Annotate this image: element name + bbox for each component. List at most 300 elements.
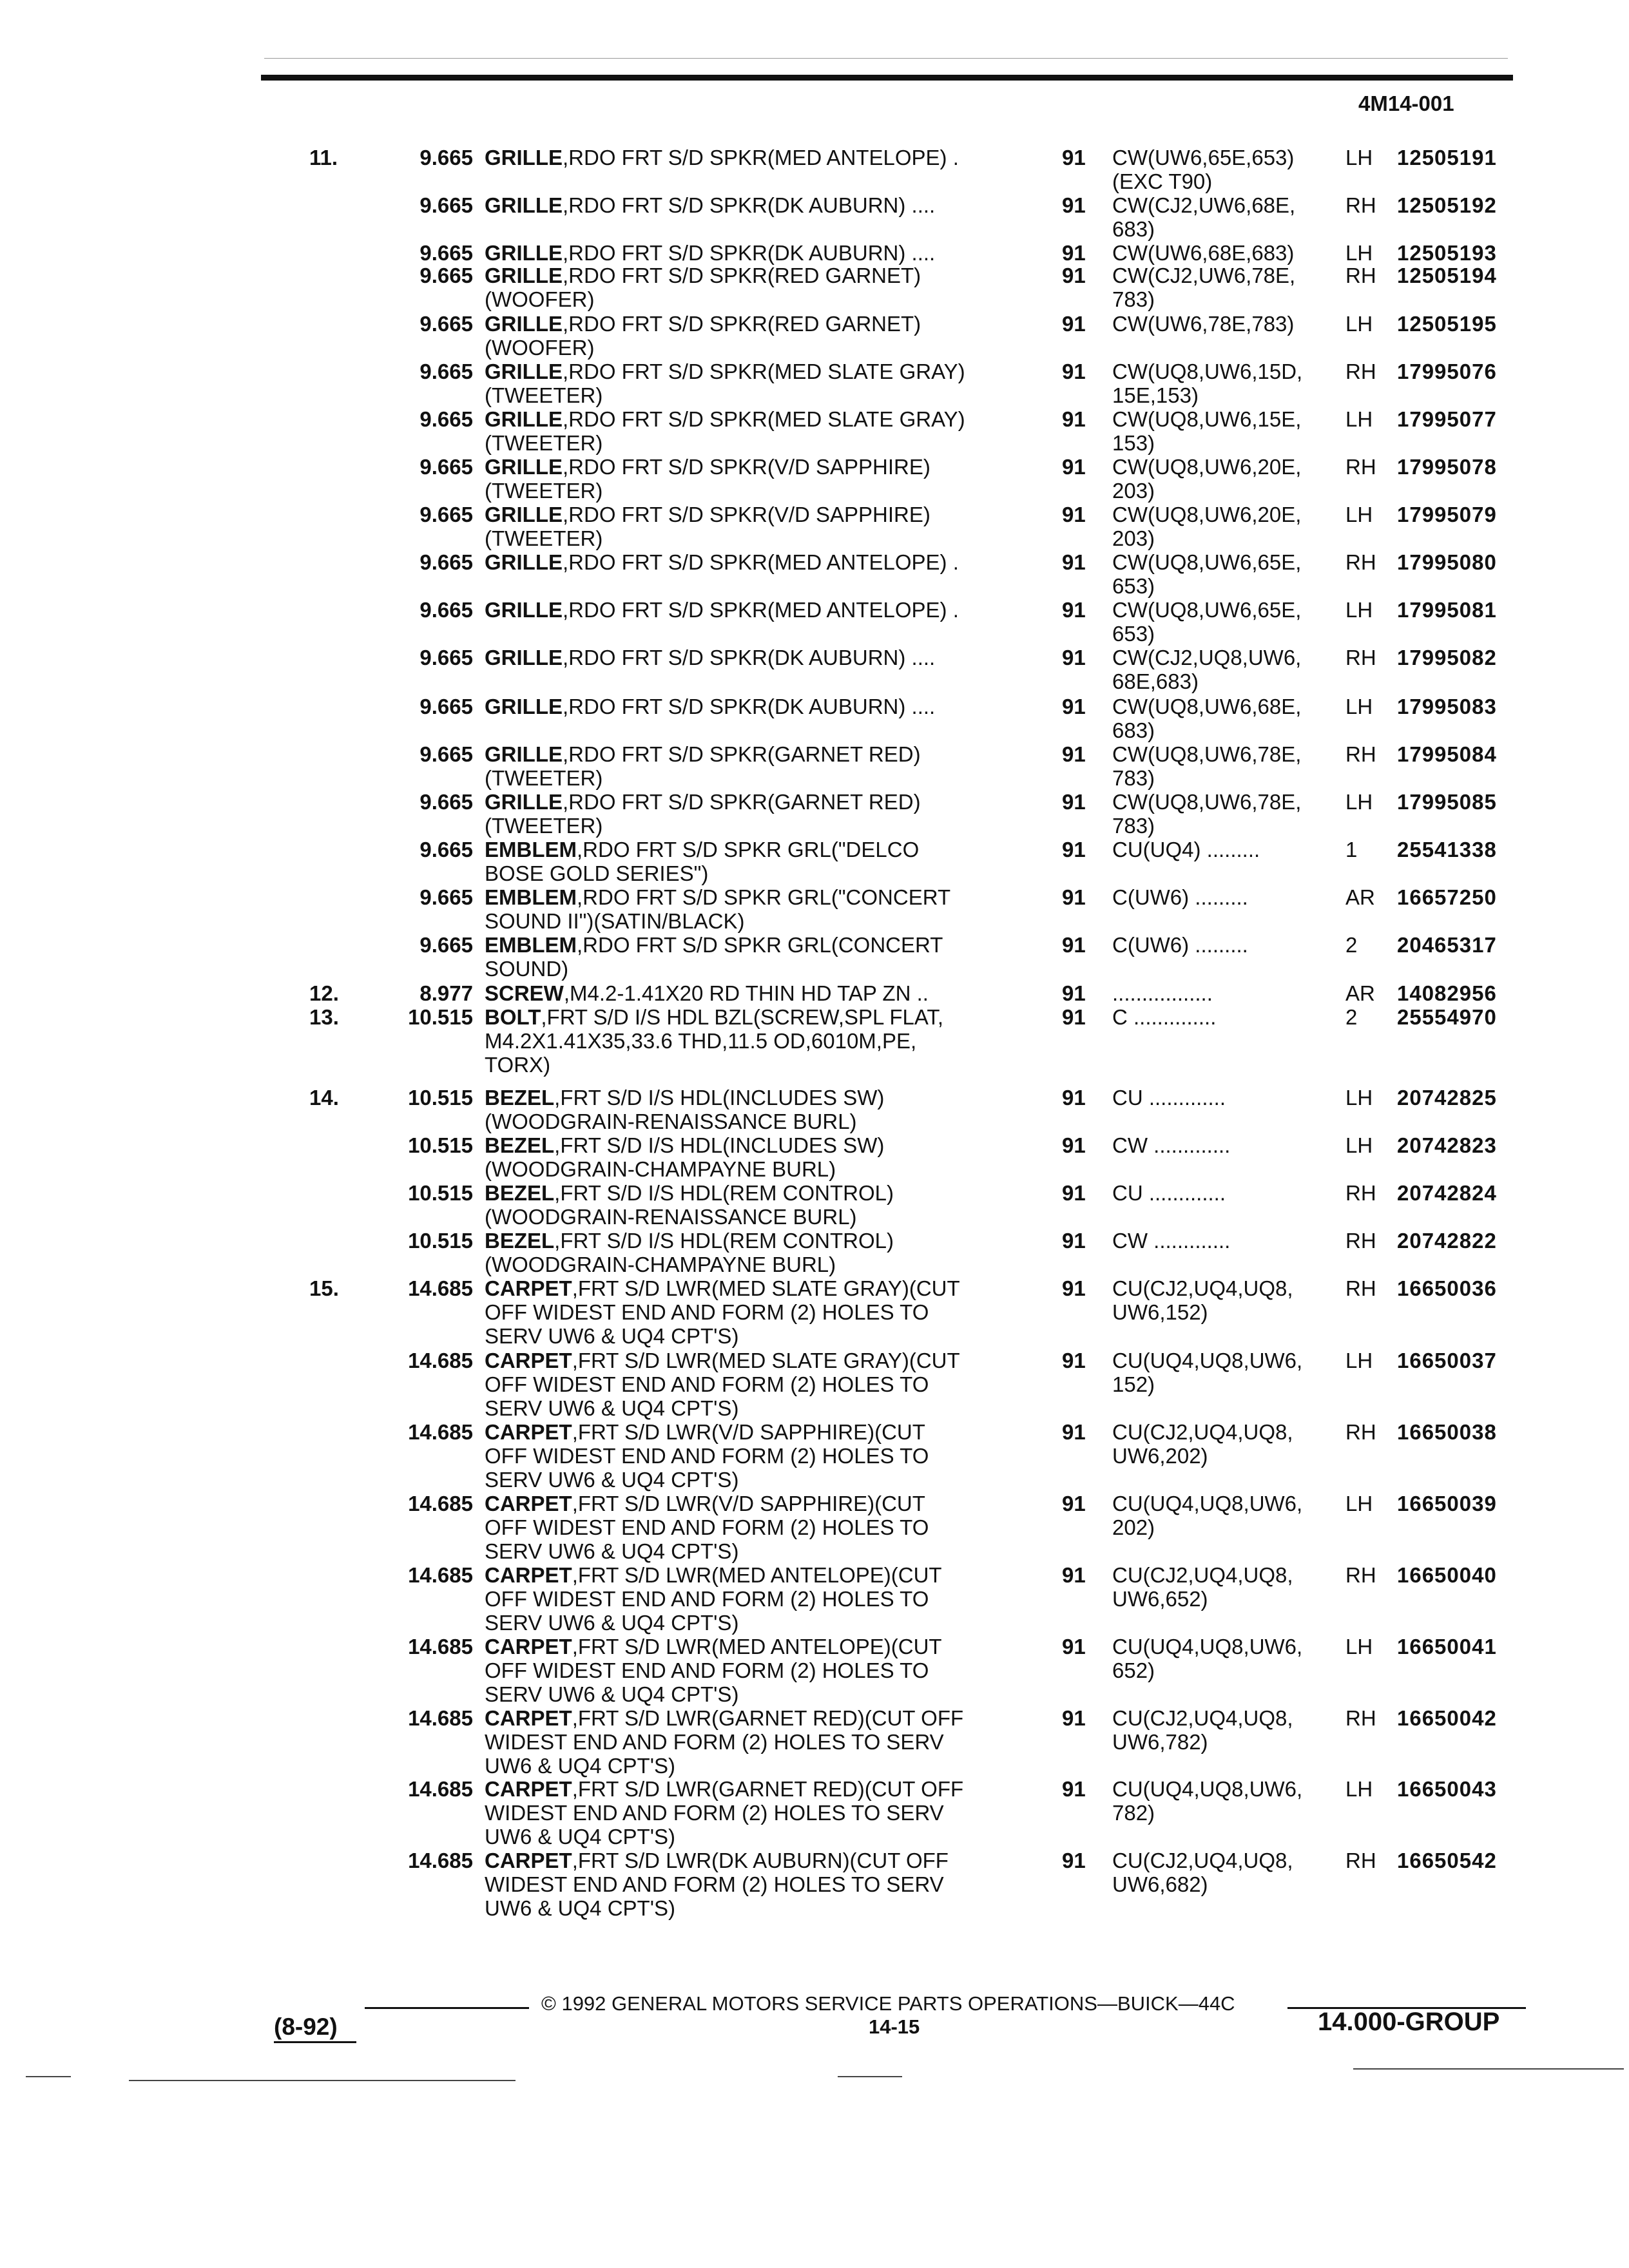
part-description: [485, 695, 935, 718]
part-description: [485, 1133, 884, 1157]
usage-code-2: 652): [1112, 1658, 1155, 1682]
description-line: ,RDO FRT S/D SPKR(MED SLATE GRAY): [563, 360, 965, 383]
part-number: 16650037: [1397, 1349, 1497, 1372]
usage-code: CU(UQ4,UQ8,UW6,: [1112, 1492, 1303, 1515]
description-line-3: SERV UW6 & UQ4 CPT'S): [485, 1396, 739, 1420]
part-name: GRILLE: [485, 550, 563, 574]
part-number: 20742823: [1397, 1133, 1497, 1157]
description-line-2: WIDEST END AND FORM (2) HOLES TO SERV: [485, 1730, 944, 1754]
description-line-2: OFF WIDEST END AND FORM (2) HOLES TO: [485, 1515, 929, 1539]
part-name: GRILLE: [485, 455, 563, 479]
model-year: 91: [1062, 933, 1086, 957]
description-line-2: SOUND II")(SATIN/BLACK): [485, 909, 745, 933]
usage-code-2: 783): [1112, 287, 1155, 311]
model-year: 91: [1062, 407, 1086, 431]
part-name: EMBLEM: [485, 933, 577, 957]
usage-code-2: UW6,682): [1112, 1872, 1208, 1896]
description-line: ,RDO FRT S/D SPKR(DK AUBURN) ....: [563, 646, 936, 669]
usage-code: CW(UW6,65E,653): [1112, 146, 1295, 169]
model-year: 91: [1062, 1229, 1086, 1253]
model-year: 91: [1062, 646, 1086, 669]
usage-code-2: 683): [1112, 718, 1155, 742]
description-line-2: OFF WIDEST END AND FORM (2) HOLES TO: [485, 1372, 929, 1396]
group-number: 9.665: [419, 407, 473, 431]
group-number: 9.665: [419, 312, 473, 336]
usage-code: CW(CJ2,UW6,78E,: [1112, 264, 1296, 287]
part-number: 17995083: [1397, 695, 1497, 718]
model-year: 91: [1062, 695, 1086, 718]
group-number: 9.665: [419, 790, 473, 814]
group-number: 9.665: [419, 598, 473, 622]
side-or-quantity: AR: [1345, 885, 1375, 909]
part-number: 25541338: [1397, 838, 1497, 861]
usage-code-2: 153): [1112, 431, 1155, 455]
description-line: ,FRT S/D I/S HDL BZL(SCREW,SPL FLAT,: [541, 1005, 944, 1029]
group-number: 9.665: [419, 885, 473, 909]
description-line: ,RDO FRT S/D SPKR(RED GARNET): [563, 264, 921, 287]
model-year: 91: [1062, 264, 1086, 287]
usage-code: CW(UQ8,UW6,65E,: [1112, 550, 1302, 574]
side-or-quantity: LH: [1345, 146, 1373, 169]
side-or-quantity: RH: [1345, 264, 1376, 287]
side-or-quantity: RH: [1345, 360, 1376, 383]
part-name: GRILLE: [485, 312, 563, 336]
part-description: [485, 1563, 942, 1587]
description-line-2: WIDEST END AND FORM (2) HOLES TO SERV: [485, 1872, 944, 1896]
part-description: [485, 742, 921, 766]
part-description: [485, 1777, 963, 1801]
side-or-quantity: LH: [1345, 790, 1373, 814]
usage-code: CU(UQ4) .........: [1112, 838, 1260, 861]
side-or-quantity: RH: [1345, 1276, 1376, 1300]
part-description: [485, 1635, 942, 1658]
description-line: ,FRT S/D LWR(DK AUBURN)(CUT OFF: [572, 1849, 949, 1872]
part-number: 16650043: [1397, 1777, 1497, 1801]
group-number: 14.685: [408, 1420, 473, 1444]
model-year: 91: [1062, 598, 1086, 622]
scan-artifact-line: [838, 2076, 902, 2077]
part-number: 17995084: [1397, 742, 1497, 766]
part-name: CARPET: [485, 1563, 572, 1587]
usage-code: CU(CJ2,UQ4,UQ8,: [1112, 1849, 1293, 1872]
part-number: 12505191: [1397, 146, 1497, 169]
description-line: ,RDO FRT S/D SPKR(DK AUBURN) ....: [563, 695, 936, 718]
usage-code-2: 783): [1112, 814, 1155, 838]
part-name: GRILLE: [485, 503, 563, 526]
usage-code: CW(UQ8,UW6,78E,: [1112, 790, 1302, 814]
usage-code-2: 15E,153): [1112, 383, 1199, 407]
part-name: BEZEL: [485, 1086, 555, 1110]
description-line-3: UW6 & UQ4 CPT'S): [485, 1754, 676, 1778]
part-description: [485, 790, 921, 814]
usage-code: CW(UQ8,UW6,68E,: [1112, 695, 1302, 718]
model-year: 91: [1062, 360, 1086, 383]
part-number: 17995081: [1397, 598, 1497, 622]
part-description: [485, 933, 943, 957]
side-or-quantity: LH: [1345, 241, 1373, 265]
group-number: 14.685: [408, 1849, 473, 1872]
usage-code-2: 203): [1112, 479, 1155, 503]
side-or-quantity: RH: [1345, 646, 1376, 669]
group-number: 9.665: [419, 742, 473, 766]
part-number: 16650042: [1397, 1706, 1497, 1730]
description-line-3: TORX): [485, 1053, 551, 1077]
part-number: 16650038: [1397, 1420, 1497, 1444]
side-or-quantity: LH: [1345, 1086, 1373, 1110]
part-name: BEZEL: [485, 1181, 555, 1205]
part-name: CARPET: [485, 1706, 572, 1730]
model-year: 91: [1062, 503, 1086, 526]
description-line-2: OFF WIDEST END AND FORM (2) HOLES TO: [485, 1444, 929, 1468]
description-line: ,RDO FRT S/D SPKR GRL(CONCERT: [577, 933, 943, 957]
group-number: 9.665: [419, 264, 473, 287]
group-number: 9.665: [419, 146, 473, 169]
part-name: EMBLEM: [485, 838, 577, 861]
model-year: 91: [1062, 790, 1086, 814]
side-or-quantity: 1: [1345, 838, 1358, 861]
part-name: CARPET: [485, 1349, 572, 1372]
model-year: 91: [1062, 146, 1086, 169]
part-number: 17995082: [1397, 646, 1497, 669]
part-description: [485, 193, 935, 217]
item-ref: 15.: [309, 1276, 339, 1300]
part-number: 16650542: [1397, 1849, 1497, 1872]
description-line: ,RDO FRT S/D SPKR(DK AUBURN) ....: [563, 193, 936, 217]
part-number: 17995076: [1397, 360, 1497, 383]
usage-code-2: UW6,652): [1112, 1587, 1208, 1611]
model-year: 91: [1062, 981, 1086, 1005]
usage-code: CW .............: [1112, 1133, 1231, 1157]
part-name: BEZEL: [485, 1133, 555, 1157]
model-year: 91: [1062, 241, 1086, 265]
description-line-3: UW6 & UQ4 CPT'S): [485, 1896, 676, 1920]
usage-code: CU .............: [1112, 1181, 1226, 1205]
usage-code: C(UW6) .........: [1112, 885, 1248, 909]
part-description: [485, 1420, 925, 1444]
side-or-quantity: RH: [1345, 193, 1376, 217]
footer-copyright: © 1992 GENERAL MOTORS SERVICE PARTS OPERATIONS—BUICK—44C: [541, 1992, 1235, 2015]
description-line-2: OFF WIDEST END AND FORM (2) HOLES TO: [485, 1587, 929, 1611]
model-year: 91: [1062, 838, 1086, 861]
group-number: 14.685: [408, 1777, 473, 1801]
model-year: 91: [1062, 455, 1086, 479]
usage-code: CW(UW6,68E,683): [1112, 241, 1295, 265]
model-year: 91: [1062, 1086, 1086, 1110]
description-line: ,RDO FRT S/D SPKR(DK AUBURN) ....: [563, 241, 936, 265]
part-description: [485, 312, 921, 336]
part-description: [485, 241, 935, 265]
usage-code-2: 683): [1112, 217, 1155, 241]
part-description: [485, 1706, 963, 1730]
usage-code: CW(UQ8,UW6,15D,: [1112, 360, 1303, 383]
side-or-quantity: RH: [1345, 1420, 1376, 1444]
part-name: SCREW: [485, 981, 564, 1005]
model-year: 91: [1062, 1005, 1086, 1029]
description-line: ,FRT S/D I/S HDL(REM CONTROL): [554, 1229, 894, 1253]
footer-left-rule: [365, 2007, 529, 2009]
group-number: 9.665: [419, 933, 473, 957]
group-number: 8.977: [419, 981, 473, 1005]
usage-code: CW(CJ2,UQ8,UW6,: [1112, 646, 1302, 669]
side-or-quantity: LH: [1345, 1635, 1373, 1658]
part-name: GRILLE: [485, 264, 563, 287]
description-line-3: SERV UW6 & UQ4 CPT'S): [485, 1324, 739, 1348]
model-year: 91: [1062, 742, 1086, 766]
part-number: 16650039: [1397, 1492, 1497, 1515]
group-number: 14.685: [408, 1706, 473, 1730]
usage-code-2: 783): [1112, 766, 1155, 790]
side-or-quantity: LH: [1345, 1349, 1373, 1372]
model-year: 91: [1062, 1777, 1086, 1801]
side-or-quantity: RH: [1345, 1229, 1376, 1253]
side-or-quantity: RH: [1345, 455, 1376, 479]
description-line: ,FRT S/D LWR(V/D SAPPHIRE)(CUT: [572, 1420, 925, 1444]
item-ref: 14.: [309, 1086, 339, 1110]
part-name: GRILLE: [485, 360, 563, 383]
part-description: [485, 407, 965, 431]
usage-code: CU(CJ2,UQ4,UQ8,: [1112, 1420, 1293, 1444]
part-description: [485, 1005, 943, 1029]
part-description: [485, 360, 965, 383]
description-line-2: (WOODGRAIN-RENAISSANCE BURL): [485, 1110, 857, 1133]
part-name: CARPET: [485, 1276, 572, 1300]
description-line-2: (TWEETER): [485, 766, 603, 790]
description-line: ,RDO FRT S/D SPKR(GARNET RED): [563, 790, 921, 814]
usage-code-2: 152): [1112, 1372, 1155, 1396]
description-line: ,RDO FRT S/D SPKR GRL("DELCO: [577, 838, 920, 861]
model-year: 91: [1062, 1706, 1086, 1730]
part-description: [485, 264, 921, 287]
description-line: ,FRT S/D I/S HDL(INCLUDES SW): [554, 1133, 885, 1157]
description-line: ,FRT S/D LWR(MED ANTELOPE)(CUT: [572, 1635, 942, 1658]
part-number: 17995078: [1397, 455, 1497, 479]
group-number: 14.685: [408, 1492, 473, 1515]
part-description: [485, 1086, 884, 1110]
part-name: CARPET: [485, 1777, 572, 1801]
group-number: 14.685: [408, 1563, 473, 1587]
description-line-2: (TWEETER): [485, 479, 603, 503]
description-line-2: BOSE GOLD SERIES"): [485, 861, 709, 885]
usage-code-2: UW6,152): [1112, 1300, 1208, 1324]
side-or-quantity: LH: [1345, 1133, 1373, 1157]
footer-page-number: 14-15: [869, 2015, 920, 2038]
group-number: 9.665: [419, 646, 473, 669]
part-number: 20742824: [1397, 1181, 1497, 1205]
usage-code: CU(UQ4,UQ8,UW6,: [1112, 1635, 1303, 1658]
model-year: 91: [1062, 550, 1086, 574]
description-line-2: (WOODGRAIN-CHAMPAYNE BURL): [485, 1253, 836, 1276]
description-line-2: (WOOFER): [485, 336, 595, 360]
date-underline: [274, 2041, 356, 2043]
part-name: BOLT: [485, 1005, 541, 1029]
top-rule: [261, 75, 1513, 81]
group-number: 9.665: [419, 838, 473, 861]
description-line: ,RDO FRT S/D SPKR(GARNET RED): [563, 742, 921, 766]
group-number: 14.685: [408, 1635, 473, 1658]
part-number: 20465317: [1397, 933, 1497, 957]
part-name: GRILLE: [485, 241, 563, 265]
description-line: ,FRT S/D I/S HDL(INCLUDES SW): [554, 1086, 885, 1110]
description-line: ,FRT S/D LWR(MED ANTELOPE)(CUT: [572, 1563, 942, 1587]
part-description: [485, 1849, 949, 1872]
part-description: [485, 1229, 894, 1253]
usage-code: CU(CJ2,UQ4,UQ8,: [1112, 1563, 1293, 1587]
model-year: 91: [1062, 1563, 1086, 1587]
part-description: [485, 646, 935, 669]
usage-code-2: UW6,202): [1112, 1444, 1208, 1468]
part-description: [485, 838, 919, 861]
side-or-quantity: RH: [1345, 1706, 1376, 1730]
description-line-2: (TWEETER): [485, 814, 603, 838]
model-year: 91: [1062, 885, 1086, 909]
group-number: 9.665: [419, 241, 473, 265]
group-number: 9.665: [419, 360, 473, 383]
usage-code: CU(UQ4,UQ8,UW6,: [1112, 1777, 1303, 1801]
usage-code: .................: [1112, 981, 1213, 1005]
part-description: [485, 598, 959, 622]
group-number: 10.515: [408, 1229, 473, 1253]
description-line-3: SERV UW6 & UQ4 CPT'S): [485, 1539, 739, 1563]
side-or-quantity: LH: [1345, 312, 1373, 336]
description-line: ,M4.2-1.41X20 RD THIN HD TAP ZN ..: [563, 981, 929, 1005]
part-name: GRILLE: [485, 790, 563, 814]
part-description: [485, 1492, 925, 1515]
side-or-quantity: RH: [1345, 1849, 1376, 1872]
part-number: 17995085: [1397, 790, 1497, 814]
side-or-quantity: RH: [1345, 1181, 1376, 1205]
scan-artifact-line: [26, 2076, 71, 2077]
side-or-quantity: RH: [1345, 1563, 1376, 1587]
description-line: ,FRT S/D LWR(GARNET RED)(CUT OFF: [572, 1777, 964, 1801]
usage-code: CW(UQ8,UW6,65E,: [1112, 598, 1302, 622]
part-number: 20742822: [1397, 1229, 1497, 1253]
group-number: 9.665: [419, 695, 473, 718]
model-year: 91: [1062, 1181, 1086, 1205]
usage-code: CW(UQ8,UW6,15E,: [1112, 407, 1302, 431]
group-number: 10.515: [408, 1181, 473, 1205]
part-description: [485, 1181, 894, 1205]
description-line: ,RDO FRT S/D SPKR(MED SLATE GRAY): [563, 407, 965, 431]
usage-code-2: (EXC T90): [1112, 169, 1213, 193]
part-name: CARPET: [485, 1849, 572, 1872]
part-description: [485, 146, 959, 169]
part-description: [485, 455, 930, 479]
part-name: GRILLE: [485, 193, 563, 217]
part-description: [485, 885, 950, 909]
description-line-3: SERV UW6 & UQ4 CPT'S): [485, 1611, 739, 1635]
part-number: 14082956: [1397, 981, 1497, 1005]
footer-date: (8-92): [274, 2013, 338, 2040]
description-line: ,RDO FRT S/D SPKR(V/D SAPPHIRE): [563, 455, 930, 479]
part-name: GRILLE: [485, 742, 563, 766]
description-line: ,RDO FRT S/D SPKR GRL("CONCERT: [577, 885, 951, 909]
part-description: [485, 1276, 960, 1300]
scan-artifact-line: [1353, 2068, 1624, 2070]
description-line-2: (TWEETER): [485, 526, 603, 550]
model-year: 91: [1062, 1849, 1086, 1872]
usage-code: CU(UQ4,UQ8,UW6,: [1112, 1349, 1303, 1372]
usage-code: CW(CJ2,UW6,68E,: [1112, 193, 1296, 217]
part-name: CARPET: [485, 1492, 572, 1515]
usage-code: CU(CJ2,UQ4,UQ8,: [1112, 1276, 1293, 1300]
side-or-quantity: AR: [1345, 981, 1375, 1005]
usage-code: CW(UQ8,UW6,20E,: [1112, 455, 1302, 479]
model-year: 91: [1062, 1420, 1086, 1444]
scan-artifact-line: [264, 58, 1508, 59]
part-number: 17995077: [1397, 407, 1497, 431]
part-name: GRILLE: [485, 146, 563, 169]
side-or-quantity: LH: [1345, 695, 1373, 718]
group-number: 14.685: [408, 1276, 473, 1300]
part-name: GRILLE: [485, 598, 563, 622]
usage-code-2: 653): [1112, 622, 1155, 646]
part-name: CARPET: [485, 1420, 572, 1444]
usage-code-2: 203): [1112, 526, 1155, 550]
description-line-2: (WOOFER): [485, 287, 595, 311]
item-ref: 13.: [309, 1005, 339, 1029]
description-line: ,RDO FRT S/D SPKR(RED GARNET): [563, 312, 921, 336]
part-number: 16657250: [1397, 885, 1497, 909]
description-line-2: (TWEETER): [485, 383, 603, 407]
group-number: 9.665: [419, 455, 473, 479]
group-number: 10.515: [408, 1133, 473, 1157]
group-number: 9.665: [419, 503, 473, 526]
description-line-2: OFF WIDEST END AND FORM (2) HOLES TO: [485, 1658, 929, 1682]
usage-code: CW(UW6,78E,783): [1112, 312, 1295, 336]
footer-group: 14.000-GROUP: [1318, 2008, 1500, 2036]
part-description: [485, 503, 930, 526]
part-number: 17995080: [1397, 550, 1497, 574]
part-name: GRILLE: [485, 695, 563, 718]
item-ref: 12.: [309, 981, 339, 1005]
part-number: 20742825: [1397, 1086, 1497, 1110]
description-line-2: M4.2X1.41X35,33.6 THD,11.5 OD,6010M,PE,: [485, 1029, 917, 1053]
side-or-quantity: LH: [1345, 1777, 1373, 1801]
usage-code: CU .............: [1112, 1086, 1226, 1110]
part-number: 16650041: [1397, 1635, 1497, 1658]
group-number: 9.665: [419, 193, 473, 217]
scan-artifact-line: [129, 2080, 516, 2081]
part-number: 16650040: [1397, 1563, 1497, 1587]
page-code: 4M14-001: [1358, 91, 1454, 115]
usage-code: C ..............: [1112, 1005, 1217, 1029]
description-line: ,FRT S/D LWR(GARNET RED)(CUT OFF: [572, 1706, 964, 1730]
description-line: ,FRT S/D LWR(MED SLATE GRAY)(CUT: [572, 1349, 960, 1372]
part-name: BEZEL: [485, 1229, 555, 1253]
description-line: ,RDO FRT S/D SPKR(V/D SAPPHIRE): [563, 503, 930, 526]
part-number: 12505195: [1397, 312, 1497, 336]
side-or-quantity: 2: [1345, 933, 1358, 957]
usage-code-2: 653): [1112, 574, 1155, 598]
side-or-quantity: LH: [1345, 407, 1373, 431]
usage-code: CW(UQ8,UW6,20E,: [1112, 503, 1302, 526]
model-year: 91: [1062, 1492, 1086, 1515]
part-number: 25554970: [1397, 1005, 1497, 1029]
description-line-3: SERV UW6 & UQ4 CPT'S): [485, 1468, 739, 1492]
description-line: ,FRT S/D I/S HDL(REM CONTROL): [554, 1181, 894, 1205]
usage-code-2: 68E,683): [1112, 669, 1199, 693]
usage-code: CW(UQ8,UW6,78E,: [1112, 742, 1302, 766]
description-line-2: (WOODGRAIN-CHAMPAYNE BURL): [485, 1157, 836, 1181]
side-or-quantity: 2: [1345, 1005, 1358, 1029]
part-description: [485, 550, 959, 574]
group-number: 9.665: [419, 550, 473, 574]
model-year: 91: [1062, 1635, 1086, 1658]
part-number: 12505192: [1397, 193, 1497, 217]
description-line: ,FRT S/D LWR(V/D SAPPHIRE)(CUT: [572, 1492, 925, 1515]
description-line-2: (TWEETER): [485, 431, 603, 455]
part-name: GRILLE: [485, 407, 563, 431]
